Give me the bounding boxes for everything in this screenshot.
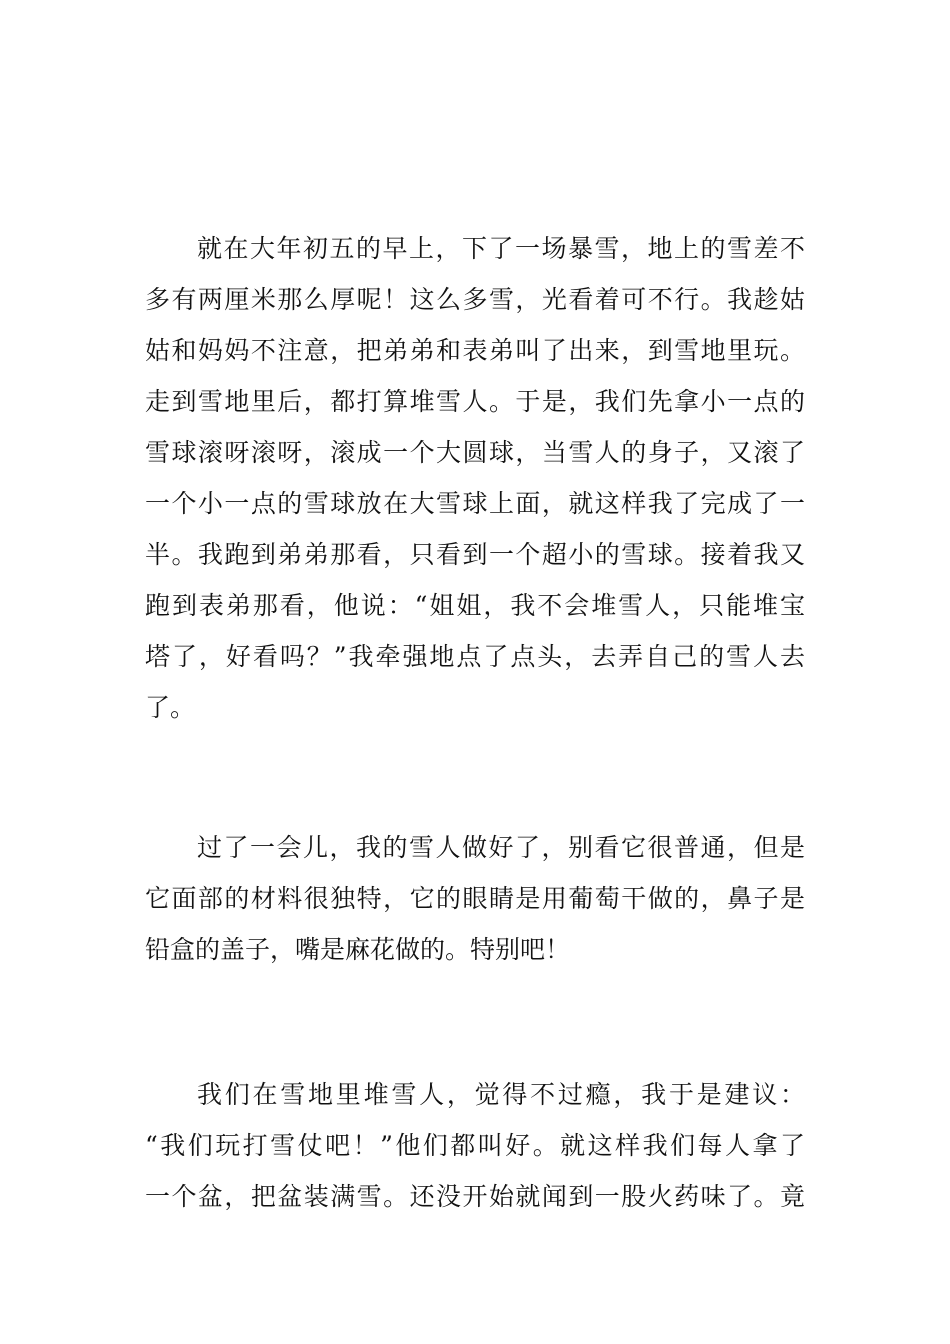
paragraph-line: 它面部的材料很独特，它的眼睛是用葡萄干做的，鼻子是 (145, 884, 805, 913)
paragraph-line: 了。 (145, 693, 196, 722)
paragraph-line: 半。我跑到弟弟那看，只看到一个超小的雪球。接着我又 (145, 540, 805, 569)
paragraph-line: 雪球滚呀滚呀，滚成一个大圆球，当雪人的身子，又滚了 (145, 438, 805, 467)
paragraph-line: 就在大年初五的早上，下了一场暴雪，地上的雪差不 (197, 234, 805, 263)
paragraph-snowstorm (145, 223, 805, 733)
paragraph-line: 一个小一点的雪球放在大雪球上面，就这样我了完成了一 (145, 489, 805, 518)
paragraph-line: 走到雪地里后，都打算堆雪人。于是，我们先拿小一点的 (145, 387, 805, 416)
paragraph-line: 多有两厘米那么厚呢！这么多雪，光看着可不行。我趁姑 (145, 285, 805, 314)
paragraph-line: 一个盆，把盆装满雪。还没开始就闻到一股火药味了。竟 (145, 1182, 805, 1211)
paragraph-line: 姑和妈妈不注意，把弟弟和表弟叫了出来，到雪地里玩。 (145, 336, 805, 365)
paragraph-line: 塔了，好看吗？”我牵强地点了点头，去弄自己的雪人去 (145, 642, 805, 671)
paragraph-snowball-fight (145, 1069, 805, 1222)
paragraph-line: 跑到表弟那看，他说：“姐姐，我不会堆雪人，只能堆宝 (145, 591, 805, 620)
paragraph-line: 我们在雪地里堆雪人，觉得不过瘾，我于是建议： (197, 1080, 805, 1109)
paragraph-snowman-finished (145, 822, 805, 975)
paragraph-line: “我们玩打雪仗吧！”他们都叫好。就这样我们每人拿了 (145, 1131, 805, 1160)
paragraph-line: 过了一会儿，我的雪人做好了，别看它很普通，但是 (197, 833, 805, 862)
paragraph-line: 铅盒的盖子，嘴是麻花做的。特别吧！ (145, 935, 571, 964)
